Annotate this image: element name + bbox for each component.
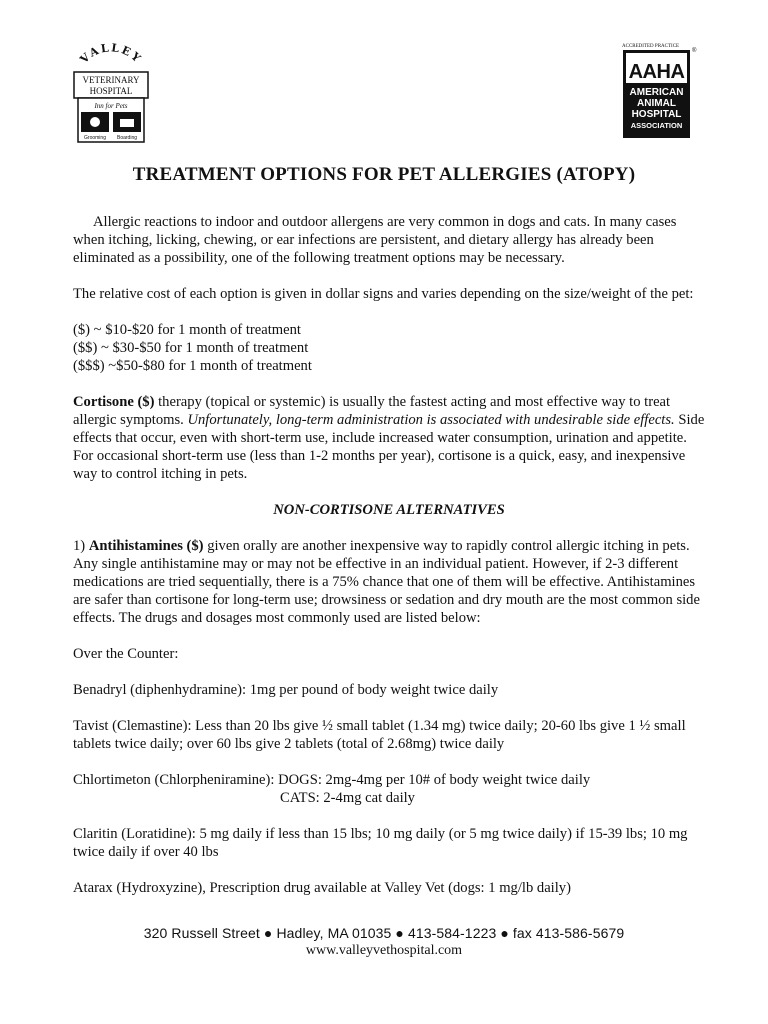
aaha-mark: AAHA bbox=[628, 61, 685, 83]
logo-line2: HOSPITAL bbox=[89, 86, 133, 96]
aaha-logo bbox=[620, 40, 700, 140]
footer-website: www.valleyvethospital.com bbox=[305, 943, 463, 958]
drug-claritin: Claritin (Loratidine): 5 mg daily if less than 15 lbs; 10 mg daily (or 5 mg twice daily) if 15-39 lbs; 10 mg twice daily if over 40 lbs bbox=[73, 826, 688, 860]
aaha-line-3: HOSPITAL bbox=[631, 109, 682, 120]
antihistamines-label: Antihistamines ($) bbox=[88, 538, 204, 554]
cost-intro: The relative cost of each option is given in dollar signs and varies depending on the size/weight of the pet: bbox=[73, 286, 694, 302]
aaha-line-4: ASSOCIATION bbox=[630, 121, 683, 130]
page-footer bbox=[0, 924, 768, 960]
logo-line1: VETERINARY bbox=[82, 75, 140, 85]
aaha-line-1: AMERICAN bbox=[629, 87, 684, 98]
cortisone-label: Cortisone ($) bbox=[73, 394, 155, 410]
cost-item-2: ($$) ~ $30-$50 for 1 month of treatment bbox=[73, 340, 309, 356]
document-body bbox=[73, 213, 705, 897]
grooming-icon bbox=[90, 117, 100, 127]
cortisone-warning: Unfortunately, long-term administration is associated with undesirable side effects. bbox=[187, 412, 675, 428]
logo-arc-text: VALLEY bbox=[77, 41, 145, 67]
valley-veterinary-logo bbox=[68, 40, 154, 144]
aaha-top-text: ACCREDITED PRACTICE bbox=[622, 44, 680, 49]
drug-atarax: Atarax (Hydroxyzine), Prescription drug available at Valley Vet (dogs: 1 mg/lb daily) bbox=[73, 880, 571, 896]
cost-item-1: ($) ~ $10-$20 for 1 month of treatment bbox=[73, 322, 301, 338]
antihistamines-paragraph: 1) Antihistamines ($) given orally are another inexpensive way to rapidly control allergic itching in pets. Any single antihistamine may or may not be effective in an individual patient. However, if 2-3 different medications are tried sequentially, there is a 75% chance that one of them will be effective. Antihistamines are safer than cortisone for long-term use; drowsiness or sedation and dry mouth are the most common side effects. The drugs and dosages most commonly used are listed below: bbox=[73, 538, 700, 626]
logo-sub: Inn for Pets bbox=[94, 102, 128, 110]
drug-tavist: Tavist (Clemastine): Less than 20 lbs give ½ small tablet (1.34 mg) twice daily; 20-60 lbs give 1 ½ small tablets twice daily; over 60 lbs give 2 tablets (total of 2.68mg) twice daily bbox=[73, 718, 686, 752]
drug-chlortimeton-cats: CATS: 2-4mg cat daily bbox=[280, 790, 415, 806]
aaha-reg: ® bbox=[692, 48, 697, 54]
drug-chlortimeton-dogs: Chlortimeton (Chlorpheniramine): DOGS: 2mg-4mg per 10# of body weight twice daily bbox=[73, 772, 591, 788]
cortisone-paragraph: Cortisone ($) therapy (topical or systemic) is usually the fastest acting and most effective way to treat allergic symptoms. Unfortunately, long-term administration is associated with undesirable side effects. Side effects that occur, even with short-term use, include increased water consumption, urination and appetite. For occasional short-term use (less than 1-2 months per year), cortisone is a quick, easy, and inexpensive way to control itching in pets. bbox=[73, 394, 705, 482]
footer-address: 320 Russell Street ● Hadley, MA 01035 ● 413-584-1223 ● fax 413-586-5679 bbox=[143, 925, 625, 941]
otc-label: Over the Counter: bbox=[73, 646, 179, 662]
logo-right-caption: Boarding bbox=[116, 135, 138, 141]
page-title: TREATMENT OPTIONS FOR PET ALLERGIES (ATOPY) bbox=[132, 164, 636, 185]
aaha-line-2: ANIMAL bbox=[637, 98, 676, 109]
cost-item-3: ($$$) ~$50-$80 for 1 month of treatment bbox=[73, 358, 312, 374]
section-subhead: NON-CORTISONE ALTERNATIVES bbox=[273, 502, 505, 518]
drug-benadryl: Benadryl (diphenhydramine): 1mg per pound of body weight twice daily bbox=[73, 682, 499, 698]
intro-paragraph: Allergic reactions to indoor and outdoor allergens are very common in dogs and cats. In many cases when itching, licking, chewing, or ear infections are persistent, and dietary allergy has already been eliminated as a possibility, one of the following treatment options may be necessary. bbox=[73, 214, 677, 266]
boarding-icon bbox=[120, 119, 134, 127]
logo-left-caption: Grooming bbox=[84, 135, 106, 141]
